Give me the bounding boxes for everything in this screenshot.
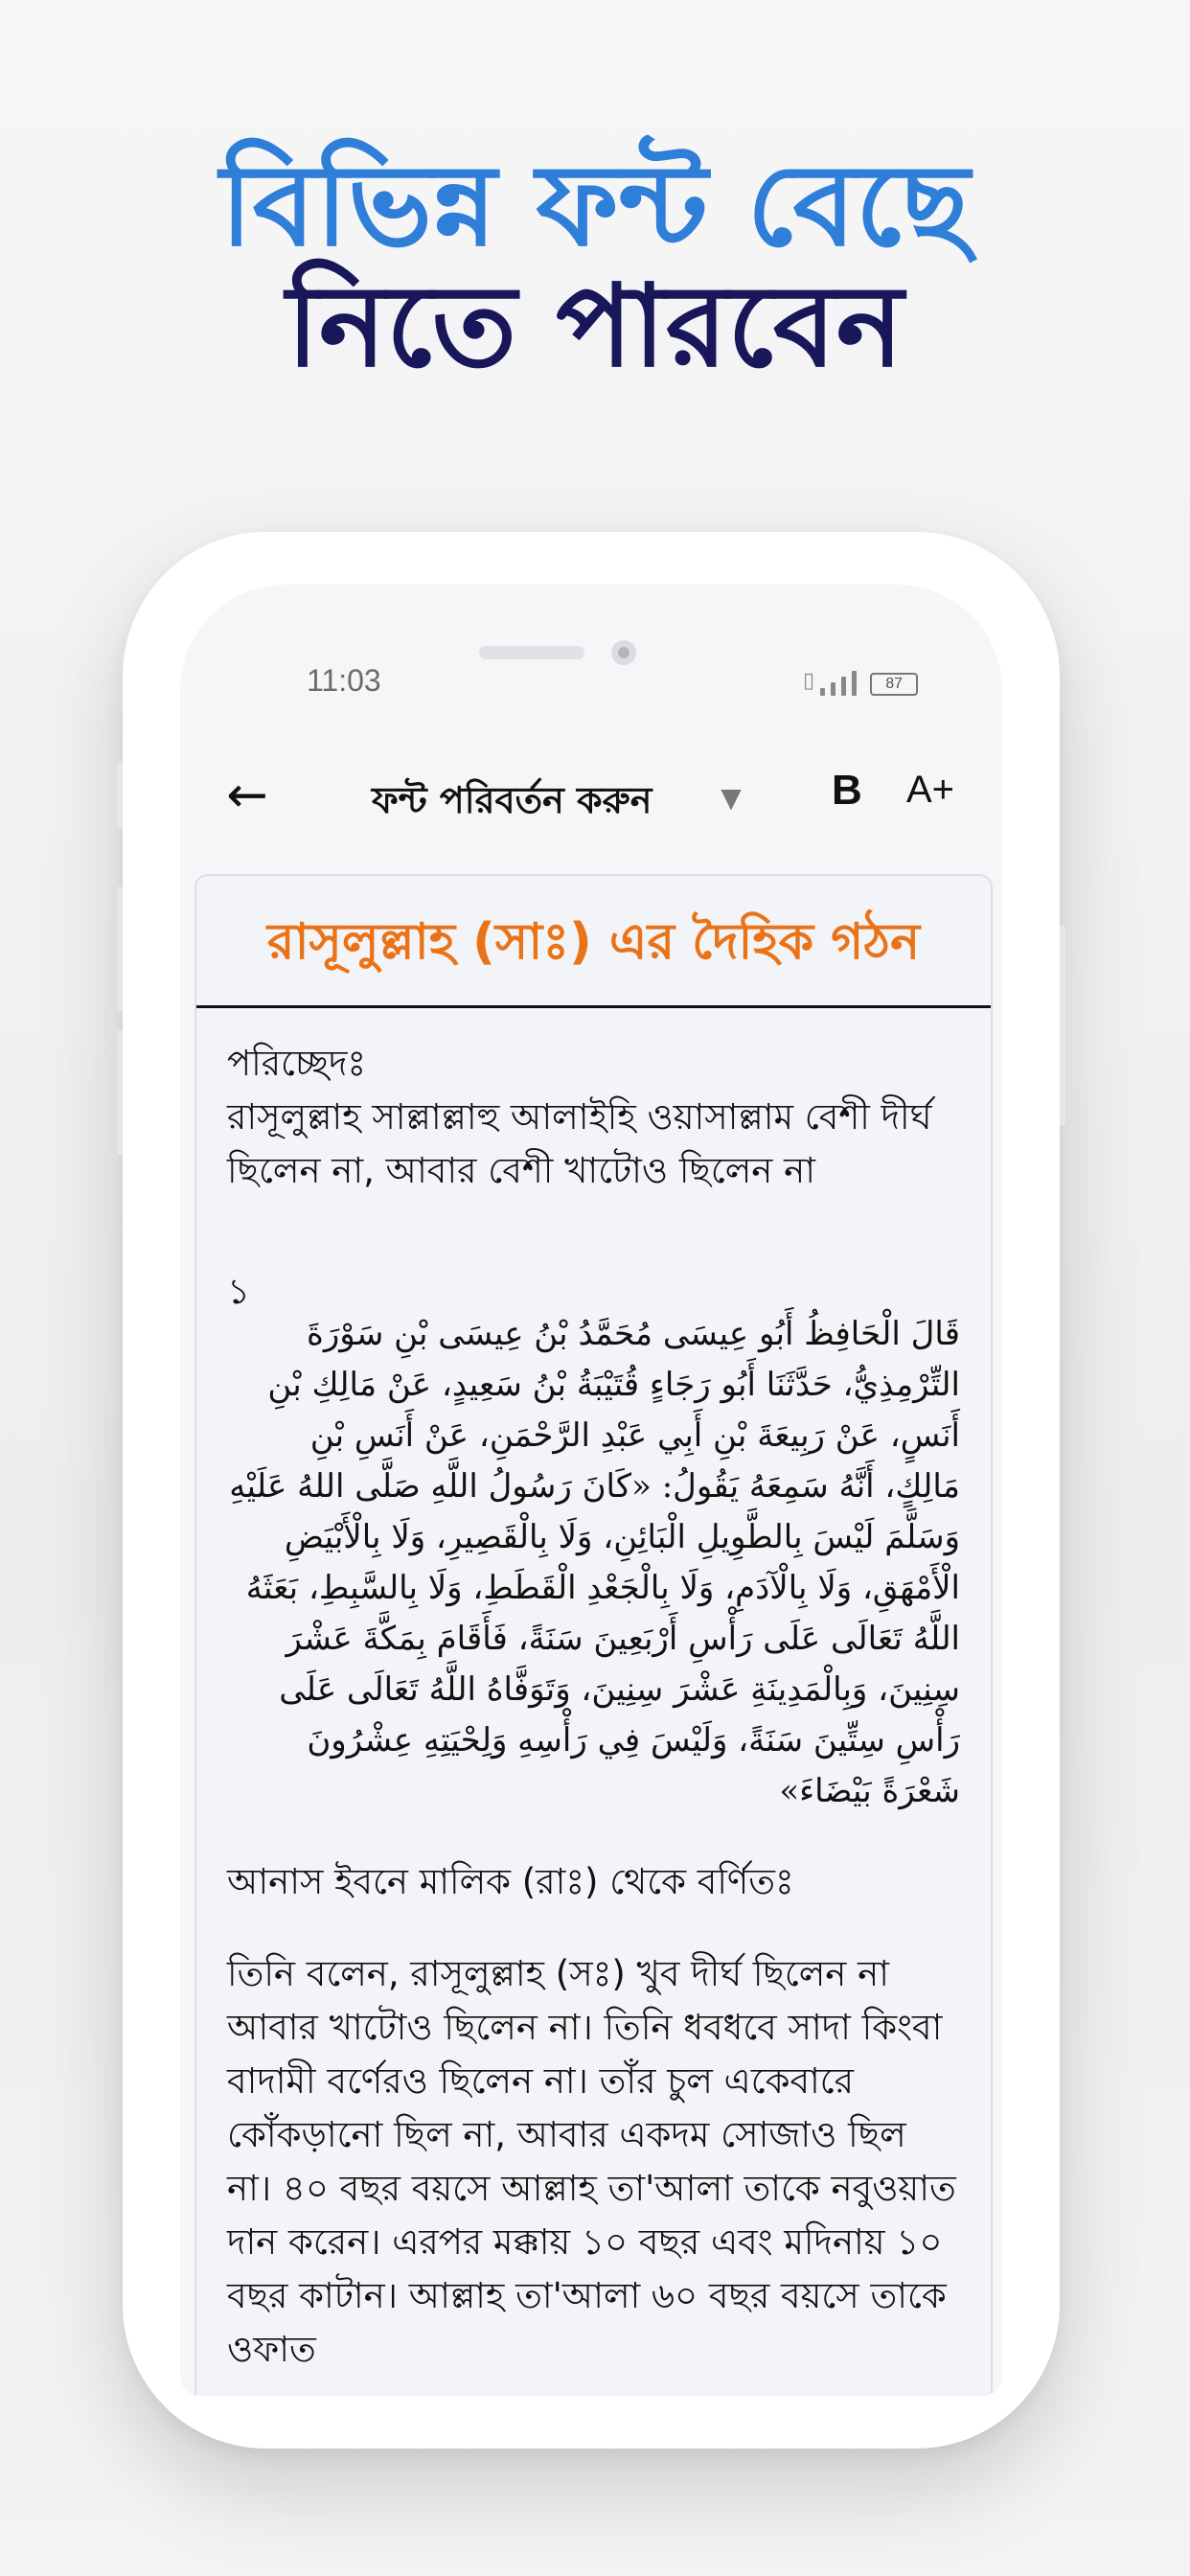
phone-power-button <box>1060 925 1065 1126</box>
chapter-heading: পরিচ্ছেদঃ রাসূলুল্লাহ সাল্লাল্লাহু আলাইহি ওয়াসাল্লাম বেশী দীর্ঘ ছিলেন না, আবার বেশী খাটোও ছিলেন না <box>227 1043 932 1191</box>
phone-frame <box>123 532 1060 2449</box>
hadith-card <box>195 874 993 2396</box>
phone-volume-down <box>117 1030 123 1155</box>
promo-line-1: বিভিন্ন ফন্ট বেছে <box>219 139 971 271</box>
signal-bar-icon <box>841 677 846 696</box>
narrator-line: আনাস ইবনে মালিক (রাঃ) থেকে বর্ণিতঃ <box>227 1861 794 1902</box>
font-selector[interactable]: ফন্ট পরিবর্তন করুন <box>372 779 652 821</box>
bold-toggle-button[interactable]: B <box>832 767 862 814</box>
app-bar <box>180 728 1002 882</box>
promo-headline <box>0 139 1190 392</box>
status-icons <box>803 667 918 696</box>
arrow-left-icon[interactable]: ← <box>226 767 268 824</box>
font-size-increase-button[interactable]: A+ <box>906 769 955 811</box>
promo-line-2: নিতে পারবেন <box>286 260 904 392</box>
phone-side-button <box>117 762 123 829</box>
card-title: রাসূলুল্লাহ (সাঃ) এর দৈহিক গঠন <box>196 876 991 1008</box>
front-camera <box>611 640 636 665</box>
caret-down-icon[interactable]: ▼ <box>721 782 742 814</box>
battery-icon: 87 <box>870 673 918 696</box>
vibrate-icon: ▯ <box>803 669 815 693</box>
translation-text: তিনি বলেন, রাসূলুল্লাহ (সঃ) খুব দীর্ঘ ছিলেন না আবার খাটোও ছিলেন না। তিনি ধবধবে সাদা কিংবা বাদামী বর্ণেরও ছিলেন না। তাঁর চুল একেবারে কোঁকড়ানো ছিল না, আবার একদম সোজাও ছিল না। ৪০ বছর বয়সে আল্লাহ তা'আলা তাকে নবুওয়াত দান করেন। এরপর মক্কায় ১০ বছর এবং মদিনায় ১০ বছর কাটান। আল্লাহ তা'আলা ৬০ বছর বয়সে তাকে ওফাত <box>227 1953 956 2370</box>
hadith-content <box>196 1008 991 2377</box>
status-time: 11:03 <box>307 663 381 698</box>
phone-volume-up <box>117 886 123 1011</box>
signal-bar-icon <box>831 682 835 696</box>
signal-bar-icon <box>820 688 825 696</box>
speaker-grille <box>479 646 584 659</box>
app-screen <box>180 585 1002 2396</box>
arabic-text: قَالَ الْحَافِظُ أَبُو عِيسَى مُحَمَّدُ بْنُ عِيسَى بْنِ سَوْرَةَ التِّرْمِذِيُّ، حَدَّثَنَا أَبُو رَجَاءٍ قُتَيْبَةُ بْنُ سَعِيدٍ، عَنْ مَالِكِ بْنِ أَنَسٍ، عَنْ رَبِيعَةَ بْنِ أَبِي عَبْدِ الرَّحْمَنِ، عَنْ أَنَسِ بْنِ مَالِكٍ، أَنَّهُ سَمِعَهُ يَقُولُ: «كَانَ رَسُولُ اللَّهِ صَلَّى اللهُ عَلَيْهِ وَسَلَّمَ لَيْسَ بِالطَّوِيلِ الْبَائِنِ، وَلَا بِالْقَصِيرِ، وَلَا بِالْأَبْيَضِ الْأَمْهَقِ، وَلَا بِالْآدَمِ، وَلَا بِالْجَعْدِ الْقَطَطِ، وَلَا بِالسَّبِطِ، بَعَثَهُ اللَّهُ تَعَالَى عَلَى رَأْسِ أَرْبَعِينَ سَنَةً، فَأَقَامَ بِمَكَّةَ عَشْرَ سِنِينَ، وَبِالْمَدِينَةِ عَشْرَ سِنِينَ، وَتَوَفَّاهُ اللَّهُ تَعَالَى عَلَى رَأْسِ سِتِّينَ سَنَةً، وَلَيْسَ فِي رَأْسِهِ وَلِحْيَتِهِ عِشْرُونَ شَعْرَةً بَيْضَاءَ» <box>229 1315 960 1810</box>
hadith-number: ১ <box>227 1271 251 1312</box>
signal-bar-icon <box>852 671 857 696</box>
